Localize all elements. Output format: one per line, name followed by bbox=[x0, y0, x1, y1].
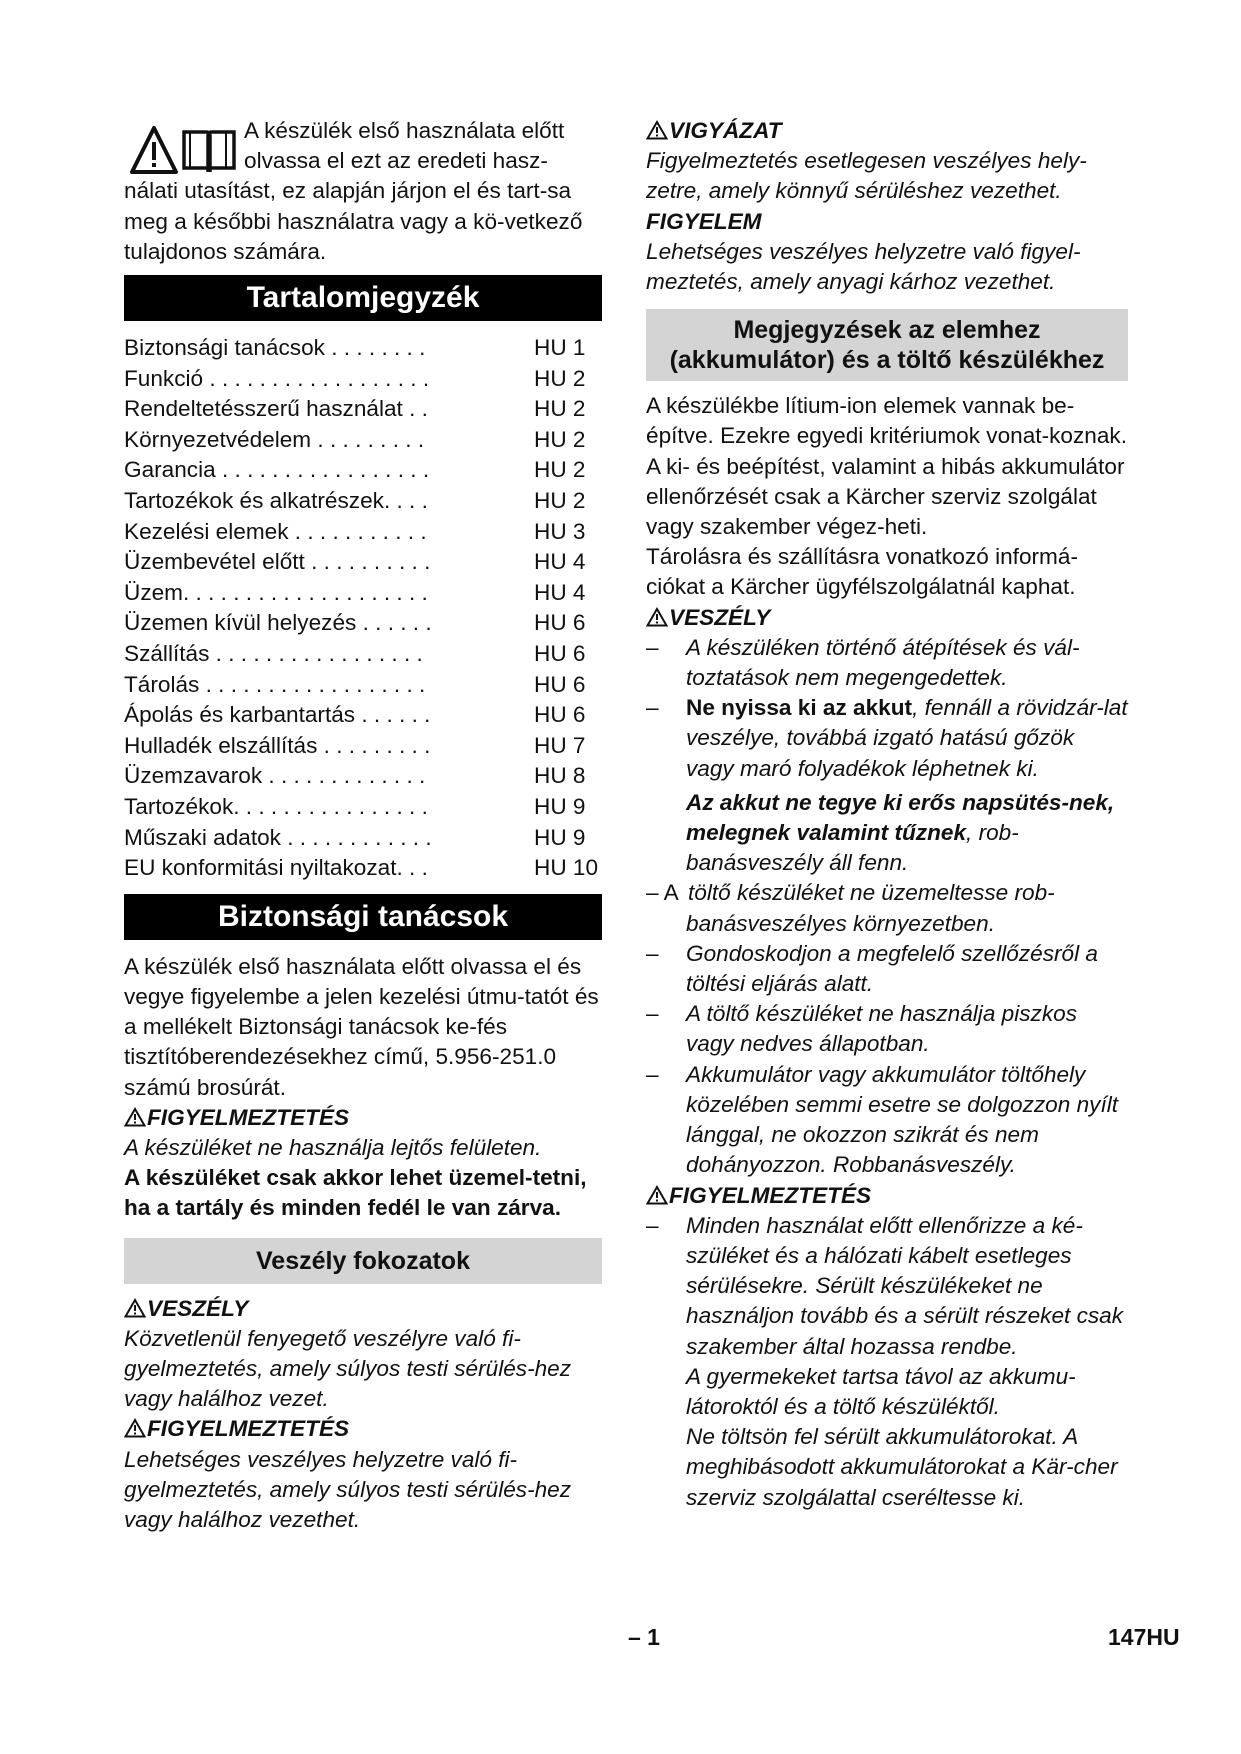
toc-entry[interactable]: Tartozékok. . . . . . . . . . . . . . . . HU 9 bbox=[124, 793, 586, 819]
list-item: Az akkut ne tegye ki erős napsütés-nek, melegnek valamint tűznek, rob-banásveszély áll fenn. bbox=[686, 789, 1115, 876]
danger-text: Közvetlenül fenyegető veszélyre való fi-gyelmeztetés, amely súlyos testi sérülés-hez vagy halálhoz vezet. bbox=[124, 1325, 572, 1412]
battery-warning-heading: FIGYELMEZTETÉS bbox=[646, 1181, 1128, 1211]
toc-entry[interactable]: Funkció . . . . . . . . . . . . . . . . . . HU 2 bbox=[124, 365, 586, 391]
warning-triangle-icon bbox=[124, 1298, 146, 1318]
toc-title: Tartalomjegyzék bbox=[124, 275, 602, 321]
safety-intro: A készülék első használata előtt olvassa el és vegye figyelembe a jelen kezelési útmu-tatót és a mellékelt Biztonsági tanácsok ke-fés tisztítóberendezésekhez című, 5.956-251.0 számú brosúrát. bbox=[124, 953, 599, 1100]
warning-triangle-icon bbox=[646, 607, 668, 627]
caution-heading: VIGYÁZAT bbox=[646, 116, 1128, 146]
list-item: – A töltő készüléket ne üzemeltesse rob-banásveszélyes környezetben. bbox=[646, 880, 1055, 936]
danger-levels-title: Veszély fokozatok bbox=[124, 1238, 602, 1284]
toc-entry[interactable]: Hulladék elszállítás . . . . . . . . . HU 7 bbox=[124, 732, 586, 758]
battery-danger-heading: VESZÉLY bbox=[646, 603, 1128, 633]
toc-list bbox=[124, 333, 602, 884]
battery-paragraph-1: A készülékbe lítium-ion elemek vannak be-építve. Ezekre egyedi kritériumok vonat-koznak. A ki- és beépítést, valamint a hibás akkumulátor ellenőrzését csak a Kärcher szerviz szolgálat vagy szakember végez-heti. bbox=[646, 393, 1127, 540]
safety-title: Biztonsági tanácsok bbox=[124, 894, 602, 940]
warning-triangle-icon bbox=[124, 1418, 146, 1438]
intro-block bbox=[124, 116, 602, 267]
list-item: – A töltő készüléket ne használja piszkos vagy nedves állapotban. bbox=[646, 1001, 1077, 1057]
safety-warning-heading: FIGYELMEZTETÉS bbox=[124, 1103, 602, 1133]
attention-text: Lehetséges veszélyes helyzetre való figyel-meztetés, amely anyagi kárhoz vezethet. bbox=[646, 238, 1081, 295]
toc-entry[interactable]: Műszaki adatok . . . . . . . . . . . . HU 9 bbox=[124, 824, 586, 850]
warning-triangle-icon bbox=[124, 1107, 146, 1127]
intro-line-1: A készülék első használata előtt bbox=[244, 118, 565, 143]
list-item: – A készüléken történő átépítések és vál-toztatások nem megengedettek. bbox=[646, 634, 1080, 691]
intro-rest: nálati utasítást, ez alapján járjon el és tart-sa meg a későbbi használatra vagy a kö-vetkező tulajdonos számára. bbox=[124, 178, 583, 264]
warning-text: Lehetséges veszélyes helyzetre való fi-gyelmeztetés, amely súlyos testi sérülés-hez vagy halálhoz vezethet. bbox=[124, 1446, 572, 1532]
toc-entry[interactable]: Üzemen kívül helyezés . . . . . . HU 6 bbox=[124, 610, 586, 636]
warning-triangle-icon bbox=[646, 1185, 668, 1205]
page-code: 147HU bbox=[1108, 1624, 1180, 1650]
right-column bbox=[646, 116, 1128, 1513]
list-item: – Akkumulátor vagy akkumulátor töltőhely közelében semmi esetre se dolgozzon nyílt lánggal, ne okozzon szikrát és nem dohányozzon. Robbanásveszély. bbox=[646, 1061, 1119, 1178]
list-item: – Ne nyissa ki az akkut, fennáll a rövidzár-lat veszélye, továbbá izgató hatású gőzök vagy maró folyadékok léphetnek ki. bbox=[646, 695, 1128, 781]
toc-entry[interactable]: Garancia . . . . . . . . . . . . . . . . . HU 2 bbox=[124, 457, 586, 483]
toc-entry[interactable]: Üzemzavarok . . . . . . . . . . . . . HU 8 bbox=[124, 763, 586, 789]
list-item: – Minden használat előtt ellenőrizze a ké-szüléket és a hálózati kábelt esetleges sérülésekre. Sérült készülékeket ne használjon tovább és a sérült részeket csak szakember által hozassa rendbe. bbox=[646, 1212, 1124, 1359]
toc-entry[interactable]: Üzembevétel előtt . . . . . . . . . . HU 4 bbox=[124, 549, 586, 575]
safety-warning-text: A készüléket ne használja lejtős felületen. bbox=[124, 1134, 542, 1160]
list-item: Ne töltsön fel sérült akkumulátorokat. A meghibásodott akkumulátorokat a Kär-cher szerviz szolgálattal cseréltesse ki. bbox=[686, 1424, 1118, 1510]
toc-entry[interactable]: Ápolás és karbantartás . . . . . . HU 6 bbox=[124, 702, 586, 728]
left-column bbox=[124, 116, 602, 1535]
toc-entry[interactable]: Üzem. . . . . . . . . . . . . . . . . . . . HU 4 bbox=[124, 579, 586, 605]
warning-and-manual-icon bbox=[128, 122, 236, 178]
list-item: – Gondoskodjon a megfelelő szellőzésről a töltési eljárás alatt. bbox=[646, 940, 1098, 997]
safety-bold-text: A készüléket csak akkor lehet üzemel-tetni, ha a tartály és minden fedél le van zárva. bbox=[124, 1165, 587, 1221]
page-number: – 1 bbox=[628, 1624, 660, 1650]
battery-title: Megjegyzések az elemhez (akkumulátor) és a töltő készülékhez bbox=[646, 309, 1128, 381]
caution-text: Figyelmeztetés esetlegesen veszélyes hely-zetre, amely könnyű sérüléshez vezethet. bbox=[646, 148, 1087, 204]
warning-triangle-icon bbox=[646, 120, 668, 140]
battery-paragraph-2: Tárolásra és szállításra vonatkozó informá-ciókat a Kärcher ügyfélszolgálatnál kaphat. bbox=[646, 544, 1078, 600]
toc-entry[interactable]: Kezelési elemek . . . . . . . . . . . HU 3 bbox=[124, 518, 586, 544]
toc-entry[interactable]: Környezetvédelem . . . . . . . . . HU 2 bbox=[124, 426, 586, 452]
toc-entry[interactable]: Rendeltetésszerű használat . . HU 2 bbox=[124, 396, 586, 422]
list-item: A gyermekeket tartsa távol az akkumu-látoroktól és a töltő készüléktől. bbox=[686, 1363, 1076, 1419]
warning-heading: FIGYELMEZTETÉS bbox=[124, 1414, 602, 1444]
attention-heading: FIGYELEM bbox=[646, 208, 762, 234]
toc-entry[interactable]: Tartozékok és alkatrészek. . . . HU 2 bbox=[124, 487, 586, 513]
toc-entry[interactable]: EU konformitási nyiltakozat. . . HU 10 bbox=[124, 855, 599, 881]
toc-entry[interactable]: Biztonsági tanácsok . . . . . . . . HU 1 bbox=[124, 335, 586, 361]
toc-entry[interactable]: Tárolás . . . . . . . . . . . . . . . . . . HU 6 bbox=[124, 671, 586, 697]
danger-heading: VESZÉLY bbox=[124, 1294, 602, 1324]
intro-line-2: olvassa el ezt az eredeti hasz- bbox=[244, 148, 548, 174]
toc-entry[interactable]: Szállítás . . . . . . . . . . . . . . . . . HU 6 bbox=[124, 640, 586, 666]
